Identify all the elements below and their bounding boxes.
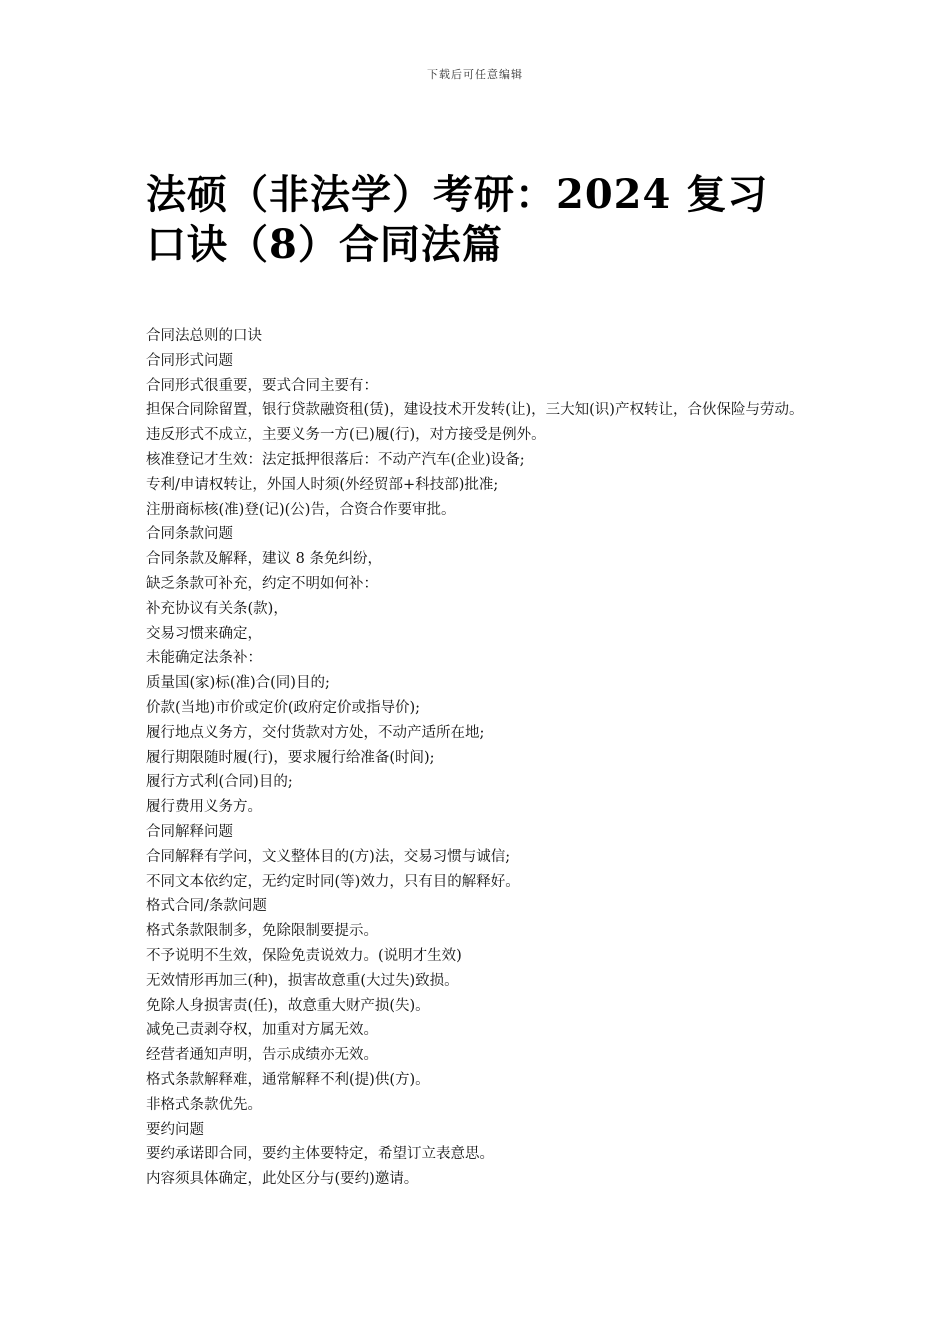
text-line: 履行地点义务方，交付货款对方处，不动产适所在地; bbox=[146, 724, 485, 741]
text-line: 非格式条款优先。 bbox=[146, 1096, 262, 1113]
body-text bbox=[146, 324, 811, 1192]
text-line: 质量国(家)标(准)合(同)目的; bbox=[146, 675, 330, 692]
text-line: 合同条款及解释，建议 8 条免纠纷， bbox=[146, 551, 382, 568]
text-line: 合同形式很重要，要式合同主要有： bbox=[146, 377, 378, 394]
text-line: 要约承诺即合同，要约主体要特定，希望订立表意思。 bbox=[146, 1146, 494, 1163]
text-line: 价款(当地)市价或定价(政府定价或指导价); bbox=[146, 699, 421, 716]
text-line: 担保合同除留置，银行贷款融资租(赁)，建设技术开发转(让)，三大知(识)产权转让，合伙保险与劳动。 bbox=[146, 402, 804, 419]
text-line: 履行方式利(合同)目的; bbox=[146, 774, 293, 791]
text-line: 补充协议有关条(款)， bbox=[146, 600, 288, 617]
text-line: 不予说明不生效，保险免责说效力。(说明才生效) bbox=[146, 947, 462, 964]
text-line: 缺乏条款可补充，约定不明如何补： bbox=[146, 575, 378, 592]
text-line: 减免己责剥夺权，加重对方属无效。 bbox=[146, 1022, 378, 1039]
text-line: 履行期限随时履(行)，要求履行给准备(时间); bbox=[146, 749, 435, 766]
text-line: 格式条款限制多，免除限制要提示。 bbox=[146, 923, 378, 940]
text-line: 核准登记才生效：法定抵押很落后：不动产汽车(企业)设备; bbox=[146, 451, 525, 468]
document-title bbox=[146, 170, 816, 270]
header-note: 下载后可任意编辑 bbox=[427, 68, 523, 81]
text-line: 履行费用义务方。 bbox=[146, 799, 262, 816]
text-line: 交易习惯来确定， bbox=[146, 625, 262, 642]
subsection-heading: 要约问题 bbox=[146, 1121, 204, 1138]
text-line: 内容须具体确定，此处区分与(要约)邀请。 bbox=[146, 1171, 419, 1188]
text-line: 专利/申请权转让，外国人时须(外经贸部+科技部)批准; bbox=[146, 476, 499, 493]
text-line: 免除人身损害责(任)，故意重大财产损(失)。 bbox=[146, 997, 430, 1014]
text-line: 违反形式不成立，主要义务一方(已)履(行)，对方接受是例外。 bbox=[146, 427, 546, 444]
text-line: 注册商标核(准)登(记)(公)告，合资合作要审批。 bbox=[146, 501, 456, 518]
section-heading: 合同法总则的口诀 bbox=[146, 328, 262, 344]
text-line: 不同文本依约定，无约定时同(等)效力，只有目的解释好。 bbox=[146, 873, 520, 890]
text-line: 合同解释有学问，文义整体目的(方)法，交易习惯与诚信; bbox=[146, 848, 511, 865]
text-line: 经营者通知声明，告示成绩亦无效。 bbox=[146, 1047, 378, 1064]
text-line: 格式条款解释难，通常解释不利(提)供(方)。 bbox=[146, 1071, 430, 1088]
title-line-1: 法硕（非法学）考研：2024 复习 bbox=[146, 171, 769, 218]
text-line: 无效情形再加三(种)，损害故意重(大过失)致损。 bbox=[146, 972, 459, 989]
subsection-heading: 合同形式问题 bbox=[146, 352, 233, 369]
subsection-heading: 合同解释问题 bbox=[146, 823, 233, 840]
text-line: 未能确定法条补： bbox=[146, 650, 262, 667]
subsection-heading: 格式合同/条款问题 bbox=[146, 898, 267, 915]
subsection-heading: 合同条款问题 bbox=[146, 526, 233, 543]
title-line-2: 口诀（8）合同法篇 bbox=[146, 221, 503, 268]
